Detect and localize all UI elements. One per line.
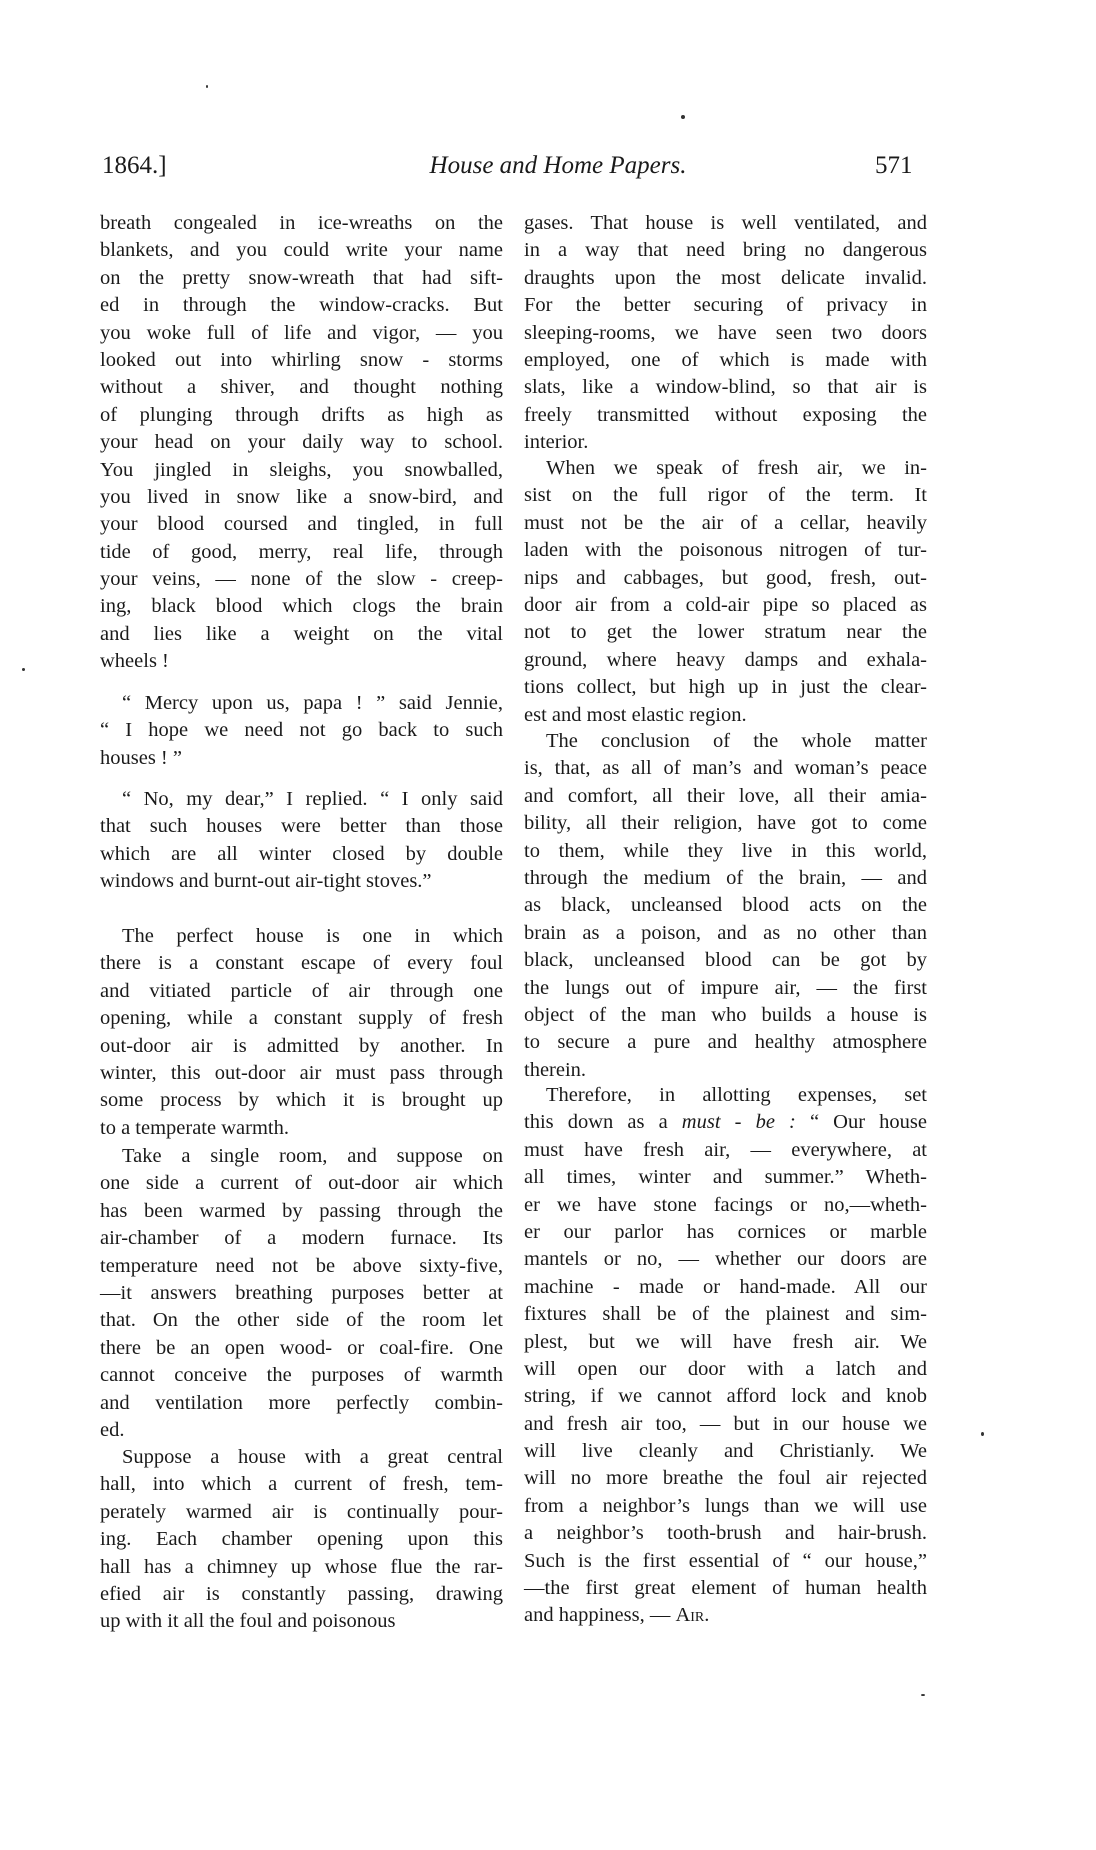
text-line: temperature need not be above sixty-five,: [100, 1254, 503, 1277]
text-line: a neighbor’s tooth-brush and hair-brush.: [524, 1522, 927, 1545]
text-line: cannot conceive the purposes of warmth: [100, 1364, 503, 1387]
text-line: you lived in snow like a snow-bird, and: [100, 485, 503, 508]
text-line: will live cleanly and Christianly. We: [524, 1440, 927, 1463]
scan-speck: [206, 85, 208, 88]
paragraph: [100, 1444, 503, 1636]
text-line: through the medium of the brain, — and: [524, 866, 927, 889]
text-line: freely transmitted without exposing the: [524, 403, 927, 426]
text-line: slats, like a window-blind, so that air is: [524, 376, 927, 399]
text-line: all times, winter and summer.” Wheth-: [524, 1166, 927, 1189]
text-line: and comfort, all their love, all their amia-: [524, 784, 927, 807]
text-line: mantels or no, — whether our doors are: [524, 1248, 927, 1271]
text-line: sist on the full rigor of the term. It: [524, 484, 927, 507]
text-span: this down as a: [524, 1111, 682, 1134]
text-line: You jingled in sleighs, you snowballed,: [100, 458, 503, 481]
paragraph: [100, 1143, 503, 1444]
text-line: air-chamber of a modern furnace. Its: [100, 1227, 503, 1250]
text-line: to a temperate warmth.: [100, 1116, 289, 1139]
text-line: your head on your daily way to school.: [100, 431, 503, 454]
small-caps-text: Air: [675, 1604, 705, 1627]
text-line: plest, but we will have fresh air. We: [524, 1330, 927, 1353]
text-line: fixtures shall be of the plainest and sim-: [524, 1303, 927, 1326]
text-line: bility, all their religion, have got to come: [524, 812, 927, 835]
text-line: has been warmed by passing through the: [100, 1199, 503, 1222]
text-line: therein.: [524, 1058, 587, 1081]
text-line: “ No, my dear,” I replied. “ I only said: [122, 788, 503, 810]
text-line: hall, into which a current of fresh, tem-: [100, 1473, 503, 1496]
text-line: to secure a pure and healthy atmosphere: [524, 1031, 927, 1054]
text-line: which are all winter closed by double: [100, 842, 503, 865]
text-line: perately warmed air is continually pour-: [100, 1500, 503, 1523]
scan-speck: [22, 668, 25, 671]
paragraph: [524, 455, 927, 729]
text-line: Suppose a house with a great central: [122, 1446, 503, 1468]
text-line: breath congealed in ice-wreaths on the: [100, 212, 503, 234]
text-line: laden with the poisonous nitrogen of tur-: [524, 539, 927, 562]
text-line: object of the man who builds a house is: [524, 1003, 927, 1026]
text-line: must not be the air of a cellar, heavily: [524, 511, 927, 534]
text-line: gases. That house is well ventilated, and: [524, 212, 927, 234]
text-line: er our parlor has cornices or marble: [524, 1220, 927, 1243]
text-line: ing. Each chamber opening upon this: [100, 1528, 503, 1551]
text-line: there is a constant escape of every foul: [100, 952, 503, 975]
text-line: door air from a cold-air pipe so placed as: [524, 593, 927, 616]
scan-speck: [921, 1694, 925, 1696]
text-line: your blood coursed and tingled, in full: [100, 513, 503, 536]
text-line: est and most elastic region.: [524, 703, 747, 726]
text-line: Such is the first essential of “ our house,”: [524, 1549, 927, 1572]
running-head-year: 1864.]: [102, 152, 167, 179]
text-line: tide of good, merry, real life, through: [100, 540, 503, 563]
text-line: will no more breathe the foul air rejected: [524, 1467, 927, 1490]
text-line: Take a single room, and suppose on: [122, 1145, 503, 1167]
text-span: and happiness, —: [524, 1604, 676, 1627]
page-number: 571: [875, 152, 913, 179]
text-line: houses ! ”: [100, 746, 182, 769]
text-line: The conclusion of the whole matter: [546, 730, 927, 752]
text-line: er we have stone facings or no,—wheth-: [524, 1193, 927, 1216]
text-line: as black, uncleansed blood acts on the: [524, 894, 927, 917]
text-line: must have fresh air, — everywhere, at: [524, 1138, 927, 1161]
text-line: some process by which it is brought up: [100, 1089, 503, 1112]
text-line: ed.: [100, 1418, 125, 1441]
text-line: “ Mercy upon us, papa ! ” said Jennie,: [122, 692, 503, 714]
text-line: in a way that need bring no dangerous: [524, 239, 927, 262]
text-line: sleeping-rooms, we have seen two doors: [524, 321, 927, 344]
text-line: nips and cabbages, but good, fresh, out-: [524, 566, 927, 589]
paragraph: [524, 210, 927, 457]
text-line: the lungs out of impure air, — the first: [524, 976, 927, 999]
text-line: hall has a chimney up whose flue the rar-: [100, 1555, 503, 1578]
text-line: your veins, — none of the slow - creep-: [100, 568, 503, 591]
running-head-title: House and Home Papers.: [429, 152, 687, 179]
text-line: “ I hope we need not go back to such: [100, 719, 503, 742]
text-span: “ Our house: [795, 1111, 927, 1134]
text-line: ed in through the window-cracks. But: [100, 294, 503, 317]
text-line: employed, one of which is made with: [524, 348, 927, 371]
text-line: brain as a poison, and as no other than: [524, 921, 927, 944]
text-line: interior.: [524, 431, 589, 454]
text-line: opening, while a constant supply of fresh: [100, 1007, 503, 1030]
text-line: on the pretty snow-wreath that had sift-: [100, 266, 503, 289]
text-line: from a neighbor’s lungs than we will use: [524, 1494, 927, 1517]
text-line: and fresh air too, — but in our house we: [524, 1412, 927, 1435]
text-line: is, that, as all of man’s and woman’s peace: [524, 757, 927, 780]
text-line: draughts upon the most delicate invalid.: [524, 266, 927, 289]
text-line: Therefore, in allotting expenses, set: [546, 1084, 927, 1106]
text-line: that such houses were better than those: [100, 815, 503, 838]
text-line: —it answers breathing purposes better at: [100, 1281, 503, 1304]
text-line: one side a current of out-door air which: [100, 1172, 503, 1195]
italic-text: must - be :: [681, 1111, 796, 1134]
text-line: wheels !: [100, 650, 169, 673]
text-line: looked out into whirling snow - storms: [100, 348, 503, 371]
text-line: of plunging through drifts as high as: [100, 403, 503, 426]
scan-speck: [981, 1432, 984, 1436]
paragraph: [524, 1082, 927, 1630]
text-span: .: [704, 1604, 710, 1627]
text-line: windows and burnt-out air-tight stoves.”: [100, 870, 432, 893]
text-line: For the better securing of privacy in: [524, 294, 927, 317]
text-line: machine - made or hand-made. All our: [524, 1275, 927, 1298]
text-line: up with it all the foul and poisonous: [100, 1610, 396, 1633]
text-line: ground, where heavy damps and exhala-: [524, 648, 927, 671]
paragraph: [100, 210, 503, 676]
text-line: there be an open wood- or coal-fire. One: [100, 1336, 503, 1359]
paragraph: [100, 923, 503, 1142]
text-line: to them, while they live in this world,: [524, 839, 927, 862]
text-line: The perfect house is one in which: [122, 925, 503, 947]
text-line: When we speak of fresh air, we in-: [546, 457, 927, 479]
paragraph: [524, 728, 927, 1084]
text-line: and lies like a weight on the vital: [100, 622, 503, 645]
text-line: you woke full of life and vigor, — you: [100, 321, 503, 344]
text-line: will open our door with a latch and: [524, 1357, 927, 1380]
text-line: blankets, and you could write your name: [100, 239, 503, 262]
text-line: and vitiated particle of air through one: [100, 979, 503, 1002]
text-line: winter, this out-door air must pass through: [100, 1061, 503, 1084]
scan-speck: [681, 115, 685, 119]
text-line: and ventilation more perfectly combin-: [100, 1391, 503, 1414]
text-line: that. On the other side of the room let: [100, 1309, 503, 1332]
text-line: tions collect, but high up in just the clear-: [524, 676, 927, 699]
text-line: [524, 1109, 927, 1136]
text-line: efied air is constantly passing, drawing: [100, 1582, 503, 1605]
paragraph: [100, 786, 503, 896]
text-line: [524, 1602, 927, 1629]
text-line: black, uncleansed blood can be got by: [524, 949, 927, 972]
text-line: not to get the lower stratum near the: [524, 621, 927, 644]
text-line: —the first great element of human health: [524, 1577, 927, 1600]
text-line: ing, black blood which clogs the brain: [100, 595, 503, 618]
text-line: string, if we cannot afford lock and knob: [524, 1385, 927, 1408]
text-line: out-door air is admitted by another. In: [100, 1034, 503, 1057]
paragraph: [100, 690, 503, 772]
text-line: without a shiver, and thought nothing: [100, 376, 503, 399]
